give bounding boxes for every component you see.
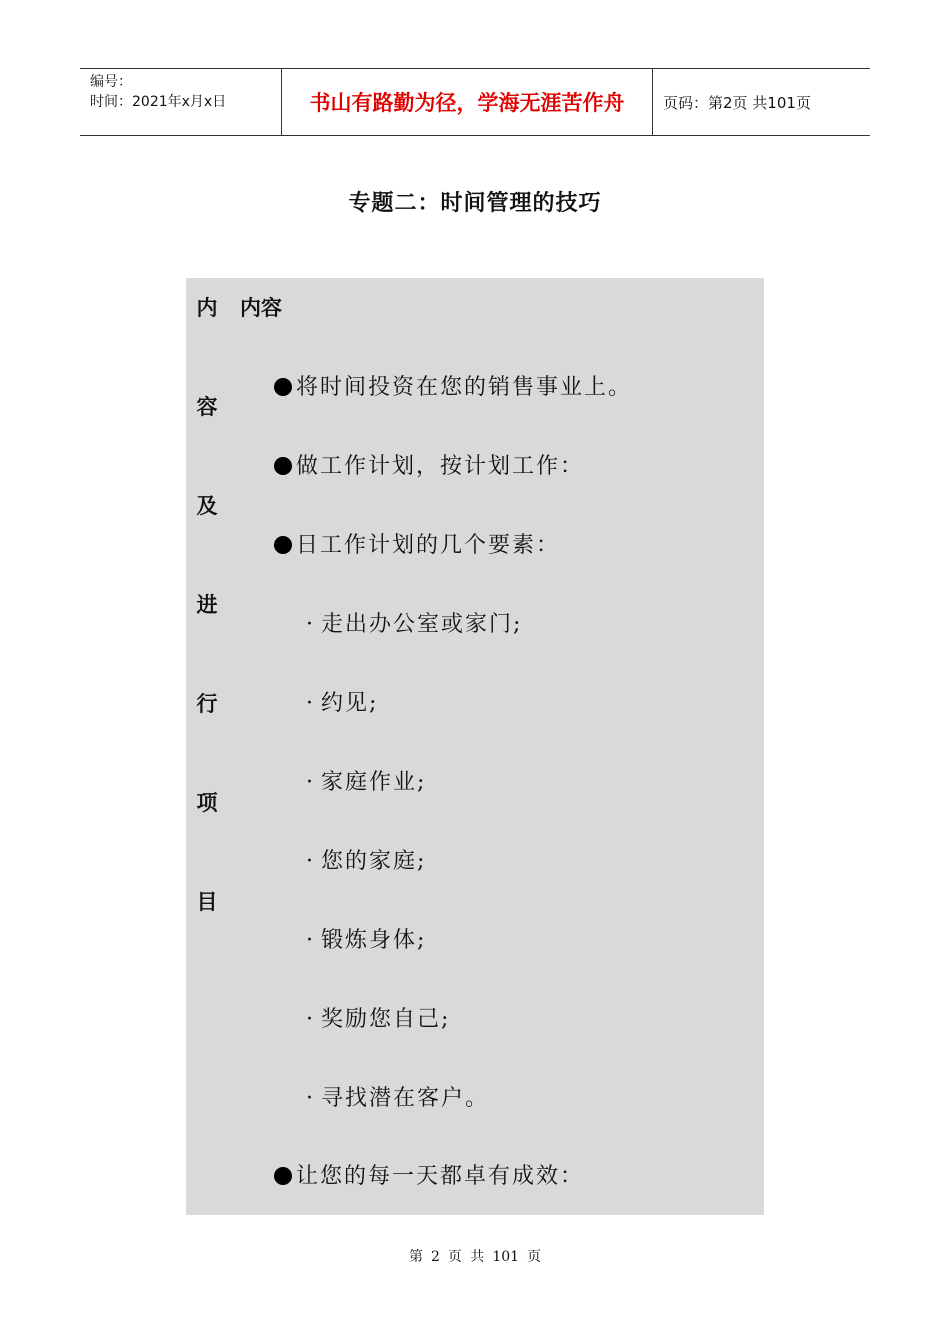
list-item-text: 日工作计划的几个要素：: [296, 533, 561, 558]
left-column-char: 目: [196, 889, 218, 914]
footer-prefix: 第: [408, 1249, 423, 1265]
left-column-char: 容: [196, 394, 218, 419]
header-page-label: 页码：第2页 共101页: [663, 93, 811, 112]
middle-dot-icon: ·: [306, 770, 315, 795]
sub-list-item: [306, 686, 378, 717]
middle-dot-icon: ·: [306, 928, 315, 953]
middle-dot-icon: ·: [306, 612, 315, 637]
header-meta: [80, 69, 281, 135]
left-column-char: 进: [196, 592, 218, 617]
header-motto: 书山有路勤为径，学海无涯苦作舟: [281, 69, 653, 135]
list-item-text: 让您的每一天都卓有成效：: [296, 1164, 585, 1189]
sub-list-item: [306, 923, 426, 954]
bullet-dot-icon: [274, 457, 292, 475]
time-label: 时间：2021年x月x日: [90, 94, 227, 110]
list-item: [274, 370, 632, 401]
left-column-char: 行: [196, 691, 218, 716]
document-title: 专题二：时间管理的技巧: [348, 190, 602, 216]
list-item: [274, 1159, 584, 1190]
footer-total-pages: 101: [492, 1249, 520, 1265]
list-item-text: 做工作计划，按计划工作：: [296, 454, 585, 479]
sub-list-item-text: 您的家庭;: [321, 849, 427, 874]
footer-page-number: 2: [430, 1249, 440, 1265]
sub-list-item: [306, 1081, 489, 1112]
sub-list-item-text: 寻找潜在客户。: [321, 1086, 490, 1111]
footer-suffix: 页: [527, 1249, 542, 1265]
sub-list-item-text: 家庭作业;: [321, 770, 427, 795]
list-item: [274, 449, 584, 480]
left-column-char: 及: [196, 493, 218, 518]
sub-list-item-text: 走出办公室或家门;: [321, 612, 523, 637]
left-column-char: 项: [196, 790, 218, 815]
sub-list-item: [306, 844, 426, 875]
page-header: [80, 68, 870, 136]
sub-list-item-text: 约见;: [321, 691, 379, 716]
middle-dot-icon: ·: [306, 1086, 315, 1111]
sub-list-item-text: 奖励您自己;: [321, 1007, 451, 1032]
left-column: [186, 278, 228, 1215]
middle-dot-icon: ·: [306, 849, 315, 874]
footer-mid: 页 共: [447, 1249, 485, 1265]
content-table: [186, 278, 764, 1215]
middle-dot-icon: ·: [306, 691, 315, 716]
bullet-dot-icon: [274, 536, 292, 554]
page-footer: [0, 1246, 950, 1266]
sub-list-item: [306, 1002, 450, 1033]
middle-dot-icon: ·: [306, 1007, 315, 1032]
left-column-char: 内: [196, 295, 218, 320]
sub-list-item-text: 锻炼身体;: [321, 928, 427, 953]
bullet-dot-icon: [274, 378, 292, 396]
list-item: [274, 528, 560, 559]
sub-list-item: [306, 765, 426, 796]
number-label: 编号：: [90, 74, 132, 90]
content-heading: 内容: [240, 295, 282, 320]
list-item-text: 将时间投资在您的销售事业上。: [296, 375, 633, 400]
sub-list-item: [306, 607, 522, 638]
bullet-dot-icon: [274, 1167, 292, 1185]
